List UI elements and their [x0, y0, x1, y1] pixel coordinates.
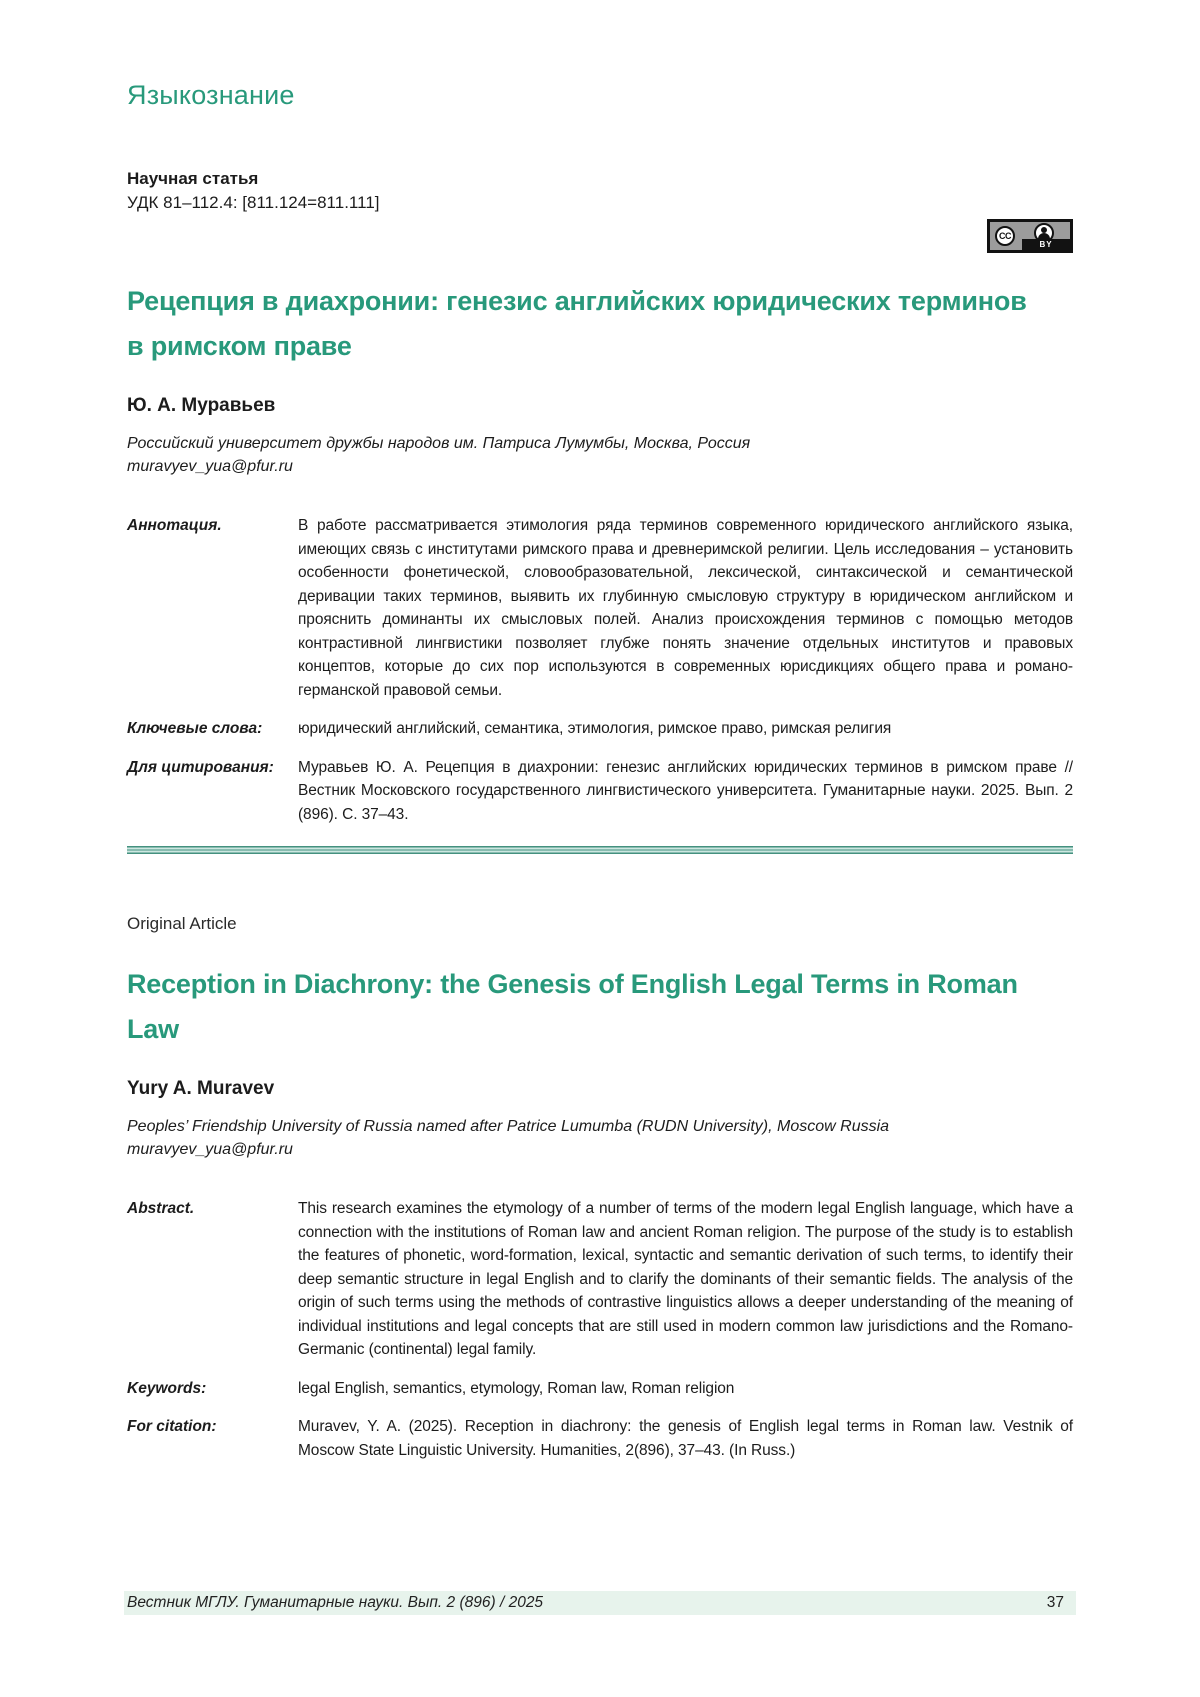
- keywords-label-ru: Ключевые слова:: [127, 720, 263, 737]
- article-type-ru: Научная статья: [127, 169, 259, 188]
- article-title-ru: Рецепция в диахронии: генезис английских юридических терминов в римском праве: [127, 286, 1027, 361]
- article-title-en: Reception in Diachrony: the Genesis of English Legal Terms in Roman Law: [127, 969, 1018, 1044]
- footer-page-number: 37: [1046, 1594, 1064, 1611]
- affiliation-ru: Российский университет дружбы народов им. Патриса Лумумбы, Москва, Россия: [127, 435, 751, 452]
- keywords-row-en: [127, 1377, 1073, 1401]
- keywords-row-ru: [127, 717, 1073, 741]
- abstract-text-en: This research examines the etymology of a number of terms of the modern legal English language, which have a connection with the institutions of Roman law and ancient Roman religion. The purpose of the study is to establish the features of phonetic, word-formation, lexical, syntactic and semantic derivation of such terms, to identify their deep semantic structure in legal English and to clarify the dominants of their semantic fields. The analysis of the origin of such terms using the methods of contrastive linguistics allows a deeper understanding of the meaning of individual institutions and legal concepts that are still used in modern common law jurisdictions and the Romano-Germanic (continental) legal family.: [298, 1200, 1073, 1358]
- article-type-en: Original Article: [127, 914, 237, 933]
- cc-icon: CC: [995, 226, 1015, 246]
- citation-row-en: [127, 1415, 1073, 1462]
- udc-code: УДК 81–112.4: [811.124=811.111]: [127, 193, 380, 212]
- keywords-text-ru: юридический английский, семантика, этимология, римское право, римская религия: [298, 720, 892, 737]
- author-email-en: muravyev_yua@pfur.ru: [127, 1141, 293, 1158]
- abstract-text-ru: В работе рассматривается этимология ряда терминов современного юридического английского языка, имеющих связь с институтами римского права и древнеримской религии. Цель исследования – установить особенности фонетической, словообразовательной, лексической, синтаксической и семантической деривации таких терминов, выявить их глубинную смысловую структуру в юридическом английском и прояснить доминанты их смысловых полей. Анализ происхождения терминов с помощью методов контрастивной лингвистики позволяет глубже понять значение отдельных институтов и правовых концептов, которые до сих пор используются в современных юрисдикциях общего права и романо-германской правовой семьи.: [298, 517, 1073, 699]
- license-badge-row: [127, 219, 1073, 253]
- author-name-en: Yury A. Muravev: [127, 1078, 275, 1099]
- citation-text-en: Muravev, Y. A. (2025). Reception in diachrony: the genesis of English legal terms in Roman law. Vestnik of Moscow State Linguistic University. Humanities, 2(896), 37–43. (In Russ.): [298, 1418, 1073, 1459]
- citation-text-ru: Муравьев Ю. А. Рецепция в диахронии: генезис английских юридических терминов в римском праве // Вестник Московского государственного лингвистического университета. Гуманитарные науки. 2025. Вып. 2 (896). С. 37–43.: [298, 758, 1073, 823]
- keywords-text-en: legal English, semantics, etymology, Roman law, Roman religion: [298, 1379, 735, 1397]
- footer-journal-title: Вестник МГЛУ. Гуманитарные науки. Вып. 2 (896) / 2025: [127, 1594, 544, 1611]
- cc-by-license-badge: [987, 219, 1073, 253]
- keywords-label-en: Keywords:: [127, 1379, 207, 1397]
- abstract-row-en: [127, 1197, 1073, 1362]
- by-license-label: BY: [1022, 239, 1070, 250]
- abstract-row-ru: [127, 514, 1073, 702]
- page-footer: [124, 1591, 1076, 1615]
- affiliation-en: Peoples’ Friendship University of Russia named after Patrice Lumumba (RUDN University), Moscow Russia: [127, 1118, 890, 1135]
- abstract-label-ru: Аннотация.: [127, 517, 222, 534]
- citation-label-ru: Для цитирования:: [127, 758, 274, 776]
- section-heading: Языкознание: [127, 80, 295, 110]
- page-content: [127, 0, 1073, 1462]
- section-divider-rule: [127, 846, 1073, 854]
- article-type-block-ru: [127, 167, 1073, 215]
- abstract-label-en: Abstract.: [127, 1200, 195, 1217]
- citation-row-ru: [127, 756, 1073, 827]
- author-name-ru: Ю. А. Муравьев: [127, 395, 276, 416]
- citation-label-en: For citation:: [127, 1418, 217, 1435]
- author-email-ru: muravyev_yua@pfur.ru: [127, 458, 293, 475]
